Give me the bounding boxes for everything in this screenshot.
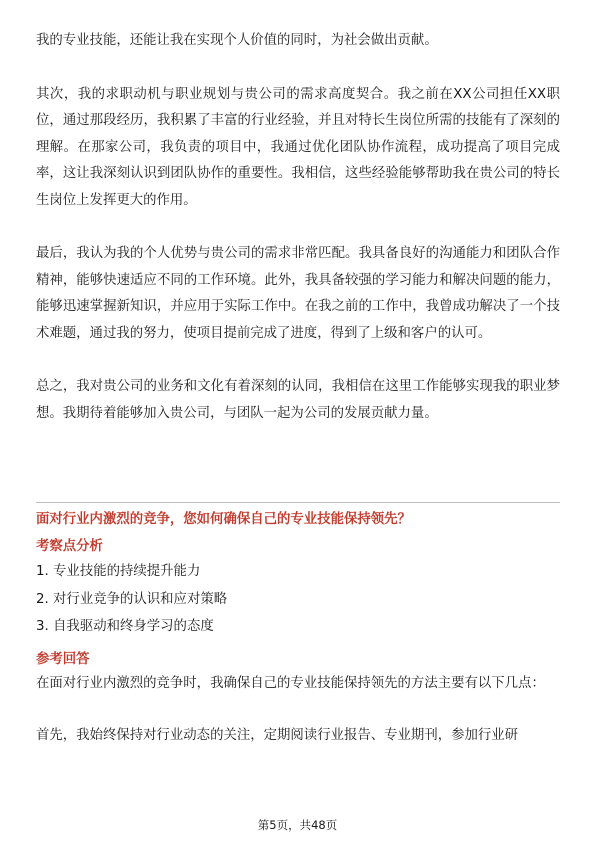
analysis-item: 1. 专业技能的持续提升能力 <box>36 564 201 579</box>
analysis-item: 3. 自我驱动和终身学习的态度 <box>36 619 214 634</box>
paragraph-4: 总之，我对贵公司的业务和文化有着深刻的认同，我相信在这里工作能够实现我的职业梦想。我期待着能够加入贵公司，与团队一起为公司的发展贡献力量。 <box>36 379 560 421</box>
analysis-item: 2. 对行业竞争的认识和应对策略 <box>36 591 228 607</box>
answer-paragraph: 首先，我始终保持对行业动态的关注，定期阅读行业报告、专业期刊，参加行业研 <box>36 728 519 743</box>
answer-heading: 参考回答 <box>36 651 90 667</box>
page-number: 第5页，共48页 <box>257 818 338 832</box>
paragraph-3: 最后，我认为我的个人优势与贵公司的需求非常匹配。我具备良好的沟通能力和团队合作精神，能够快速适应不同的工作环境。此外，我具备较强的学习能力和解决问题的能力，能够迅速掌握新知识，并应用于实际工作中。在我之前的工作中，我曾成功解决了一个技术难题，通过我的努力，使项目提前完成了进度，得到了上级和客户的认可。 <box>36 246 560 341</box>
section-divider <box>36 502 560 503</box>
paragraph-1: 我的专业技能，还能让我在实现个人价值的同时，为社会做出贡献。 <box>36 33 438 48</box>
paragraph-2: 其次，我的求职动机与职业规划与贵公司的需求高度契合。我之前在XX公司担任XX职位，通过那段经历，我积累了丰富的行业经验，并且对特长生岗位所需的技能有了深刻的理解。在那家公司，我负责的项目中，我通过优化团队协作流程，成功提高了项目完成率，这让我深刻认识到团队协作的重要性。我相信，这些经验能够帮助我在贵公司的特长生岗位上发挥更大的作用。 <box>36 86 560 208</box>
question-title: 面对行业内激烈的竞争，您如何确保自己的专业技能保持领先？ <box>36 512 411 527</box>
answer-paragraph: 在面对行业内激烈的竞争时，我确保自己的专业技能保持领先的方法主要有以下几点： <box>36 675 545 691</box>
analysis-heading: 考察点分析 <box>36 539 103 554</box>
body-text <box>36 28 560 427</box>
interview-question-block <box>36 508 560 750</box>
